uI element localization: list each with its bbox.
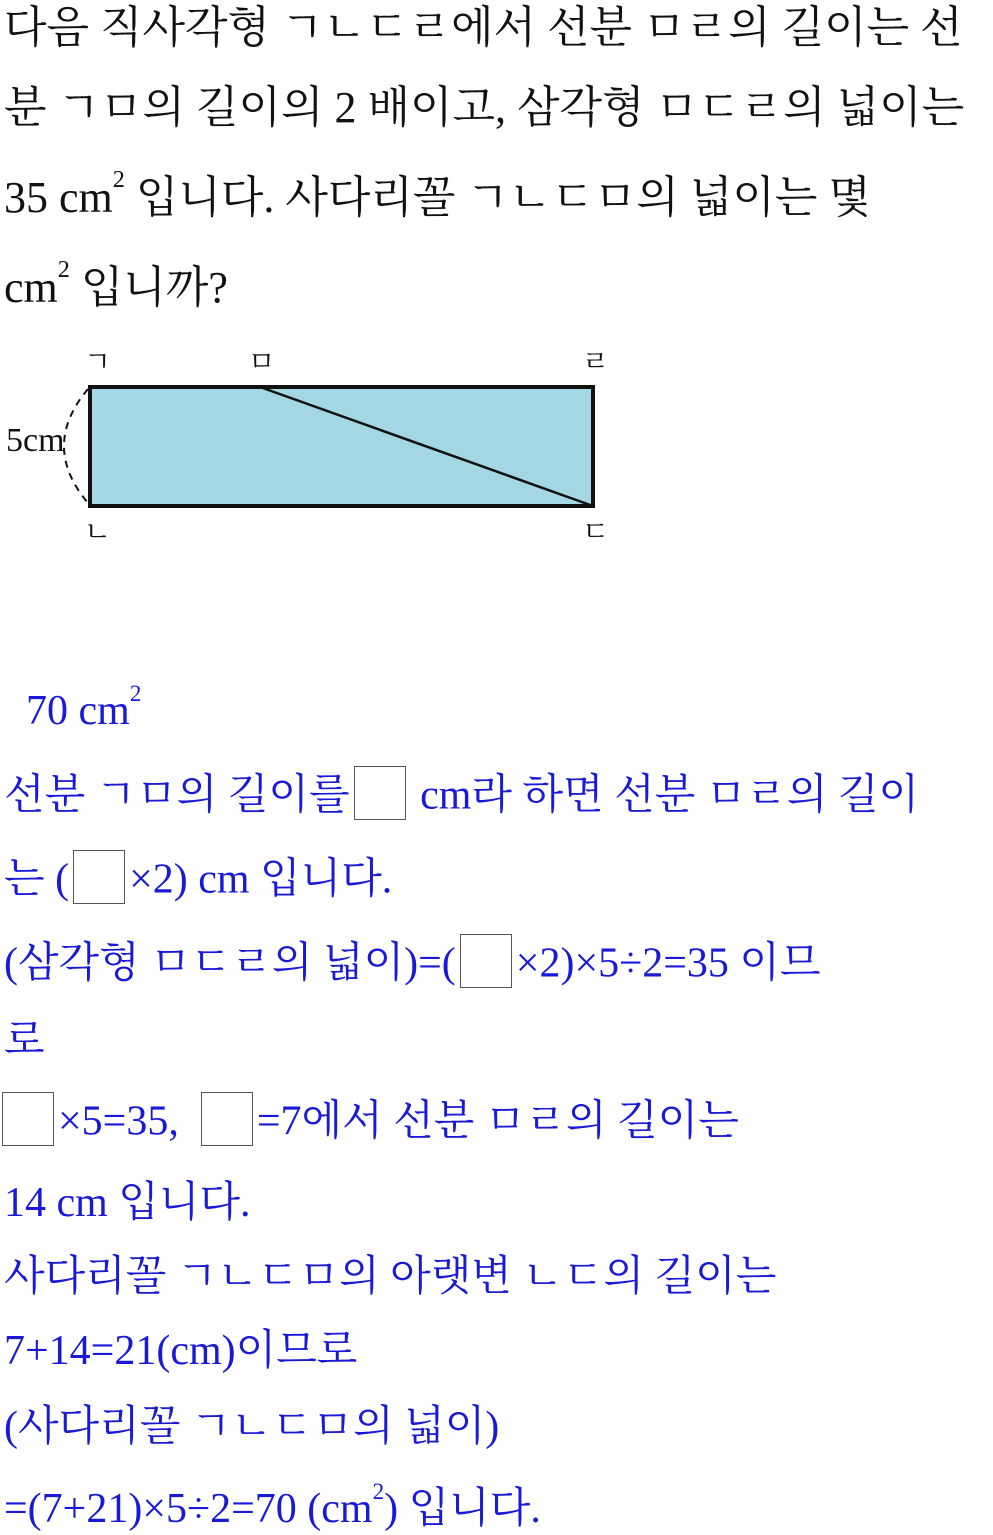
solution-line-2b: ×2) cm 입니다. bbox=[129, 856, 393, 903]
solution-line-4: 로 bbox=[4, 1018, 45, 1064]
solution-line-7: 사다리꼴 ㄱㄴㄷㅁ의 아랫변 ㄴㄷ의 길이는 bbox=[4, 1254, 777, 1300]
solution-line-2a: 는 ( bbox=[4, 856, 70, 903]
question-line-3-text: 입니다. 사다리꼴 ㄱㄴㄷㅁ의 넓이는 몇 bbox=[124, 173, 871, 222]
vertex-label-g: ㄱ bbox=[84, 345, 112, 378]
answer-number: 70 cm bbox=[26, 688, 130, 734]
blank-box bbox=[2, 1092, 54, 1146]
answer-exponent: 2 bbox=[129, 679, 142, 706]
solution-line-10 bbox=[4, 1477, 541, 1532]
solution-line-2 bbox=[4, 856, 392, 910]
vertex-label-m: ㅁ bbox=[248, 345, 276, 378]
dimension-arc bbox=[64, 389, 88, 503]
blank-box bbox=[73, 850, 125, 904]
solution-line-1 bbox=[4, 772, 919, 826]
blank-box bbox=[460, 934, 512, 988]
answer-value bbox=[26, 679, 142, 734]
solution-line-10-exponent: 2 bbox=[372, 1477, 385, 1504]
unit-cm: cm bbox=[4, 263, 58, 312]
solution-line-3b: ×2)×5÷2=35 이므 bbox=[515, 940, 821, 987]
rectangle-shape bbox=[90, 387, 593, 506]
dimension-label: 5cm bbox=[6, 422, 65, 459]
solution-line-5b: =7에서 선분 ㅁㄹ의 길이는 bbox=[256, 1098, 739, 1145]
vertex-label-n: ㄴ bbox=[84, 515, 112, 548]
solution-line-9: (사다리꼴 ㄱㄴㄷㅁ의 넓이) bbox=[4, 1404, 500, 1450]
unit-exponent: 2 bbox=[57, 255, 70, 283]
area-value: 35 cm bbox=[4, 173, 113, 222]
blank-box bbox=[201, 1092, 253, 1146]
solution-line-5a: ×5=35, bbox=[58, 1098, 179, 1145]
solution-line-1b: cm라 하면 선분 ㅁㄹ의 길이 bbox=[409, 772, 920, 819]
blank-box bbox=[354, 766, 406, 820]
solution-line-10a: =(7+21)×5÷2=70 (cm bbox=[4, 1486, 373, 1532]
solution-line-5 bbox=[2, 1098, 739, 1152]
solution-line-3a: (삼각형 ㅁㄷㄹ의 넓이)=( bbox=[4, 940, 456, 987]
question-line-2: 분 ㄱㅁ의 길이의 2 배이고, 삼각형 ㅁㄷㄹ의 넓이는 bbox=[4, 83, 965, 132]
vertex-label-d: ㄷ bbox=[582, 515, 610, 548]
solution-line-10b: ) 입니다. bbox=[384, 1486, 541, 1532]
question-line-4-text: 입니까? bbox=[69, 263, 228, 312]
vertex-label-r: ㄹ bbox=[582, 345, 610, 378]
solution-line-3 bbox=[4, 940, 821, 994]
solution-line-1a: 선분 ㄱㅁ의 길이를 bbox=[4, 772, 350, 819]
solution-line-6: 14 cm 입니다. bbox=[4, 1180, 251, 1226]
area-unit-exponent: 2 bbox=[112, 165, 125, 193]
question-line-1: 다음 직사각형 ㄱㄴㄷㄹ에서 선분 ㅁㄹ의 길이는 선 bbox=[4, 3, 963, 52]
solution-line-8: 7+14=21(cm)이므로 bbox=[4, 1328, 358, 1374]
